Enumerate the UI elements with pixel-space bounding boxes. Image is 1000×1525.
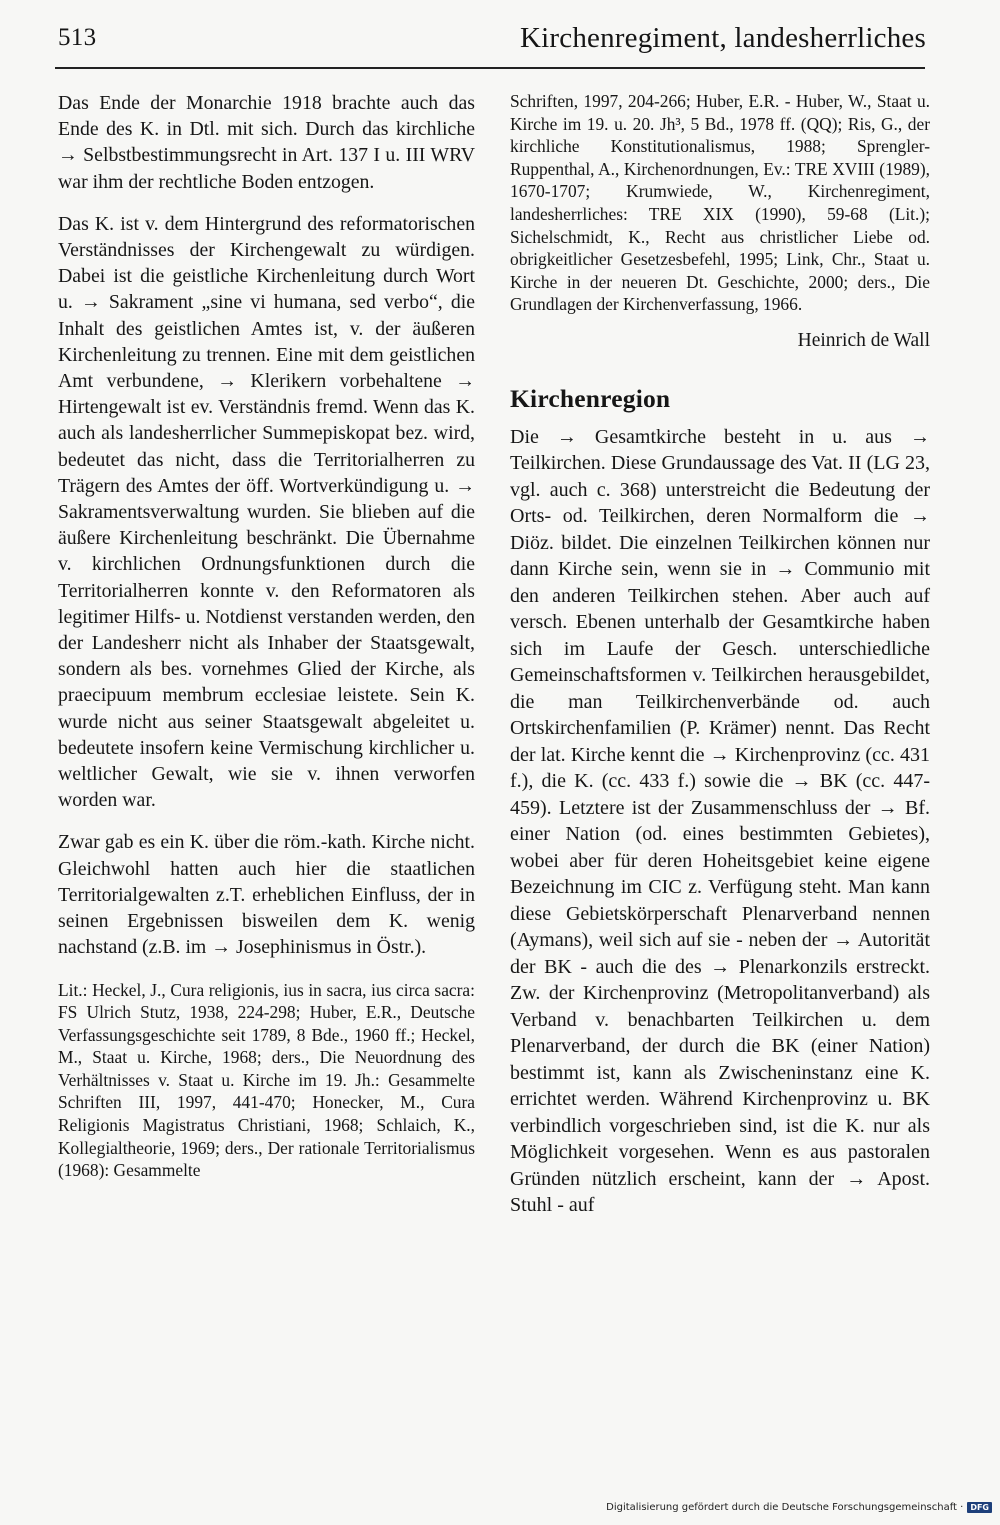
author-name: Heinrich de Wall <box>797 329 930 351</box>
literature-list-continued: Schriften, 1997, 204-266; Huber, E.R. - Huber, W., Staat u. Kirche im 19. u. 20. Jh³, 5 Bd., 1978 ff. (QQ); Ris, G., der kirchliche Konstitutionalismus, 1988; Sprengler-Ruppenthal, A., Kirchenordnungen, Ev.: TRE XVIII (1989), 1670-1707; Krumwiede, W., Kirchenregiment, landesherrliches: TRE XIX (1990), 59-68 (Lit.); Sichelschmidt, K., Recht aus christlicher Liebe od. obrigkeitlicher Gesetzesbefehl, 1995; Link, Chr., Staat u. Kirche in der neueren Dt. Geschichte, 2000; ders., Die Grundlagen der Kirchenverfassung, 1966. <box>510 91 930 315</box>
literature-list: Lit.: Heckel, J., Cura religionis, ius in sacra, ius circa sacra: FS Ulrich Stutz, 1938, 224-298; Huber, E.R., Deutsche Verfassungsgeschichte seit 1789, 8 Bde., 1960 ff.; Heckel, M., Staat u. Kirche, 1968; ders., Die Neuordnung des Verhältnisses v. Staat u. Kirche im 19. Jh.: Gesammelte Schriften III, 1997, 441-470; Honecker, M., Cura Religionis Magistratus Christiani, 1968; Schlaich, K., Kollegialtheorie, 1969; ders., Der rationale Territorialismus (1968): Gesammelte <box>58 979 475 1181</box>
running-head: Kirchenregiment, landesherrliches <box>520 22 926 54</box>
credit-text: Digitalisierung gefördert durch die Deutsche Forschungsgemeinschaft · <box>606 1502 964 1513</box>
right-column <box>510 90 930 1235</box>
digitization-credit <box>606 1502 992 1513</box>
left-column <box>58 90 475 1182</box>
paragraph: Das K. ist v. dem Hintergrund des reformatorischen Verständnisses der Kirchengewalt zu würdigen. Dabei ist die geistliche Kirchenleitung durch Wort u. → Sakrament „sine vi humana, sed verbo“, die Inhalt des geistlichen Amtes ist, v. der äußeren Kirchenleitung zu trennen. Eine mit dem geistlichen Amt verbundene, → Klerikern vorbehaltene → Hirtengewalt ist ev. Verständnis fremd. Wenn das K. auch als landesherrlicher Summepiskopat bez. wird, bedeutet das nicht, dass die Territorialherren zu Trägern des Amtes der öff. Wortverkündigung u. → Sakramentsverwaltung wurden. Sie blieben auf die äußere Kirchenleitung beschränkt. Die Übernahme v. kirchlichen Ordnungsfunktionen durch die Territorialherren konnte v. den Reformatoren als legitimer Hilfs- u. Notdienst verstanden werden, den der Landesherr nicht als Inhaber der Staatsgewalt, sondern als bes. vornehmes Glied der Kirche, als praecipuum membrum ecclesiae leistete. Sein K. wurde nicht aus seiner Staatsgewalt abgeleitet u. bedeutete insofern keine Vermischung kirchlicher u. weltlicher Gewalt, wie sie v. ihnen verworfen worden war. <box>58 212 475 812</box>
entry-heading: Kirchenregion <box>510 383 671 413</box>
dfg-logo: DFG <box>967 1502 992 1513</box>
paragraph: Die → Gesamtkirche besteht in u. aus → Teilkirchen. Diese Grundaussage des Vat. II (LG 23, vgl. auch c. 368) unterstreicht die Bedeutung der Orts- od. Teilkirchen, deren Normalform die → Diöz. bildet. Die einzelnen Teilkirchen können nur dann Kirche sein, wenn sie in → Communio mit den anderen Teilkirchen stehen. Aber auch auf versch. Ebenen unterhalb der Gesamtkirche haben sich im Laufe der Gesch. unterschiedliche Gemeinschaftsformen v. Teilkirchen herausgebildet, die man Teilkirchenverbände od. auch Ortskirchenfamilien (P. Krämer) nennt. Das Recht der lat. Kirche kennt die → Kirchenprovinz (cc. 431 f.), die K. (cc. 433 f.) sowie die → BK (cc. 447-459). Letztere ist der Zusammenschluss der → Bf. einer Nation (od. eines bestimmten Gebietes), wobei aber für deren Hoheitsgebiet keine eigene Bezeichnung im CIC z. Verfügung steht. Man kann diese Gebietskörperschaft Plenarverband nennen (Aymans), weil sich auf sie - neben der → Autorität der BK - auch die des → Plenarkonzils erstreckt. Zw. der Kirchenprovinz (Metropolitanverband) als Verband v. benachbarten Teilkirchen u. dem Plenarverband, der durch die BK (einer Nation) bestimmt ist, kann als Zwischeninstanz eine K. errichtet werden. Während Kirchenprovinz u. BK verbindlich vorgeschrieben sind, ist die K. nur als Möglichkeit vorgesehen. Wenn es aus pastoralen Gründen nützlich erscheint, kann der → Apost. Stuhl - auf <box>510 425 930 1217</box>
header-rule <box>55 67 925 69</box>
page-number: 513 <box>58 24 97 51</box>
paragraph: Zwar gab es ein K. über die röm.-kath. Kirche nicht. Gleichwohl hatten auch hier die staatlichen Territorialgewalten z.T. erheblichen Einfluss, der in seinen Ergebnissen bisweilen dem K. wenig nachstand (z.B. im → Josephinismus in Östr.). <box>58 831 475 959</box>
paragraph: Das Ende der Monarchie 1918 brachte auch das Ende des K. in Dtl. mit sich. Durch das kirchliche → Selbstbestimmungsrecht in Art. 137 I u. III WRV war ihm der rechtliche Boden entzogen. <box>58 92 475 193</box>
